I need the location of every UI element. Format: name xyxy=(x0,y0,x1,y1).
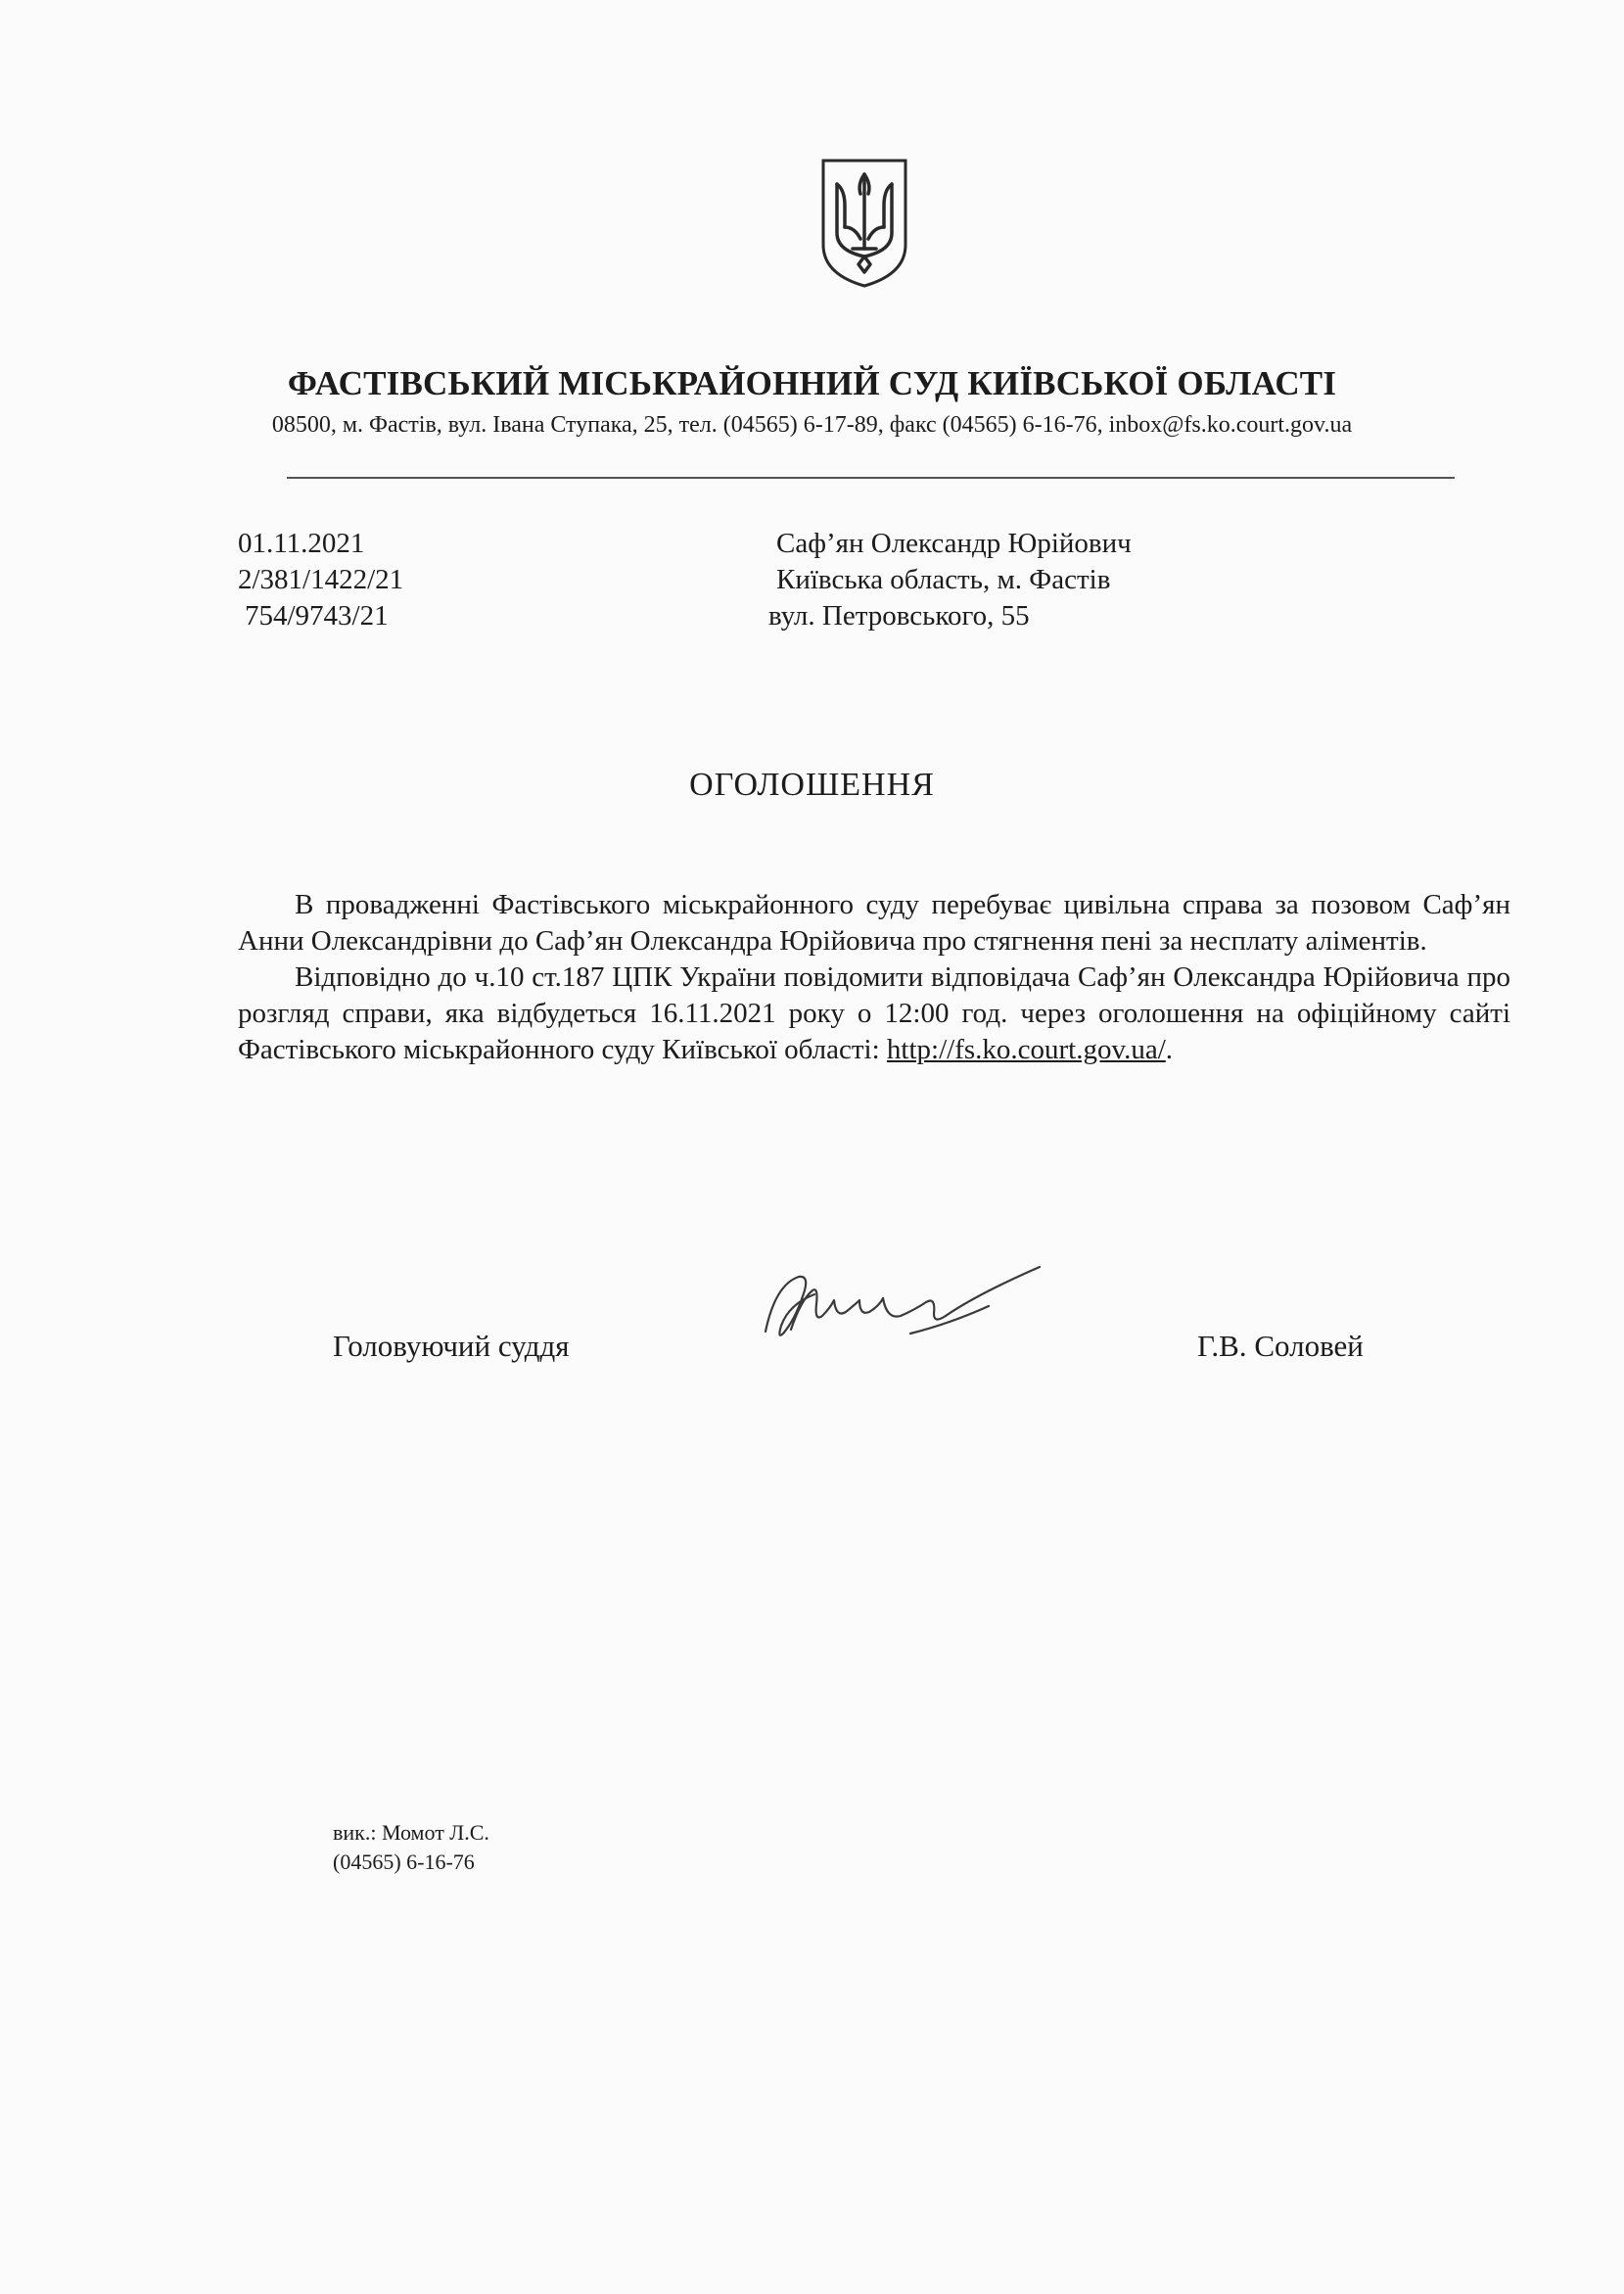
announcement-paragraph-2 xyxy=(238,960,1510,1068)
header-divider xyxy=(287,477,1455,479)
recipient-name: Саф’ян Олександр Юрійович xyxy=(776,528,1132,559)
court-contacts: 08500, м. Фастів, вул. Івана Ступака, 25, тел. (04565) 6-17-89, факс (04565) 6-16-76, inbox@fs.ko.court.gov.ua xyxy=(271,412,1353,438)
paragraph-2-end: . xyxy=(1165,1034,1174,1065)
recipient-street: вул. Петровського, 55 xyxy=(768,600,1030,632)
executor-name: вик.: Момот Л.С. xyxy=(333,1820,489,1845)
handwritten-signature-icon xyxy=(754,1261,1047,1354)
executor-phone: (04565) 6-16-76 xyxy=(333,1849,475,1874)
signatory-name: Г.В. Соловей xyxy=(1197,1329,1364,1363)
court-website-link[interactable]: http://fs.ko.court.gov.ua/ xyxy=(886,1034,1166,1065)
paragraph-2-text: Відповідно до ч.10 ст.187 ЦПК України повідомити відповідача Саф’ян Олександра Юрійовича про розгляд справи, яка відбудеться 16.11.2021 року о 12:00 год. через оголошення на офіційному сайті Фастівського міськрайонного суду Київської області: xyxy=(238,961,1510,1065)
recipient-region: Київська область, м. Фастів xyxy=(776,564,1111,595)
announcement-body xyxy=(238,887,1510,1068)
case-number-2: 754/9743/21 xyxy=(245,600,389,632)
trident-emblem-icon xyxy=(815,155,913,290)
executor-info xyxy=(333,1818,489,1877)
document-date: 01.11.2021 xyxy=(238,528,365,559)
signatory-role: Головуючий суддя xyxy=(333,1329,570,1363)
announcement-paragraph-1: В провадженні Фастівського міськрайонного суду перебуває цивільна справа за позовом Саф’ян Анни Олександрівни до Саф’ян Олександра Юрійовича про стягнення пені за несплату аліментів. xyxy=(238,889,1510,957)
case-number-1: 2/381/1422/21 xyxy=(238,564,404,595)
court-name: ФАСТІВСЬКИЙ МІСЬКРАЙОННИЙ СУД КИЇВСЬКОЇ ОБЛАСТІ xyxy=(287,364,1337,402)
document-title: ОГОЛОШЕННЯ xyxy=(689,767,935,803)
